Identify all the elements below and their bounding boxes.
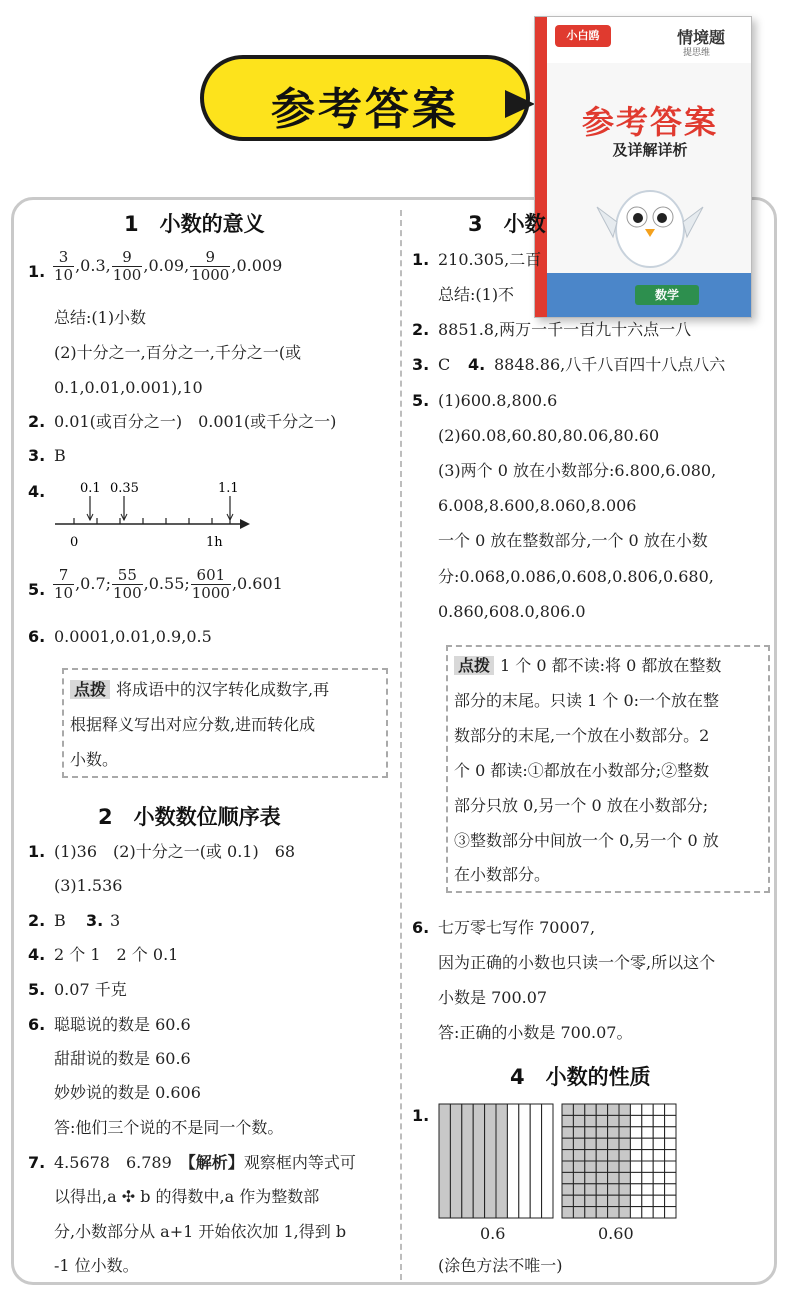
tenths-column bbox=[439, 1104, 450, 1218]
hundredths-cell bbox=[596, 1150, 607, 1161]
question-number: 1. bbox=[28, 842, 46, 861]
column-divider bbox=[400, 210, 402, 1280]
r-answer-3: C bbox=[438, 355, 451, 374]
hundredths-cell bbox=[608, 1195, 619, 1206]
tenths-column bbox=[496, 1104, 507, 1218]
hundredths-cell bbox=[665, 1172, 676, 1183]
hundredths-cell bbox=[630, 1195, 641, 1206]
hundredths-cell bbox=[562, 1172, 573, 1183]
book-series: 情境题 bbox=[677, 28, 726, 47]
hundredths-grid bbox=[561, 1103, 677, 1219]
r-answer-6: 七万零七写作 70007, bbox=[438, 918, 596, 937]
tip-line: 点拨 将成语中的汉字转化成数字,再 bbox=[70, 680, 329, 700]
tip-line: 点拨 1 个 0 都不读:将 0 都放在整数 bbox=[454, 656, 721, 676]
tenths-column bbox=[542, 1104, 553, 1218]
hundredths-cell bbox=[596, 1184, 607, 1195]
tenths-column bbox=[473, 1104, 484, 1218]
book-logo: 小白鸥 bbox=[555, 25, 611, 47]
book-cover-image bbox=[534, 16, 752, 318]
fraction: $\frac{601}{1000}$ bbox=[191, 566, 230, 602]
grid-label-tenths: 0.6 bbox=[480, 1224, 506, 1243]
label-0-35: 0.35 bbox=[110, 481, 139, 496]
hundredths-cell bbox=[573, 1115, 584, 1126]
answer-5-fractions: $\frac{7}{10}$ ,0.7; $\frac{55}{100}$ ,0.55; $\frac{601}{1000}$ ,0.601 bbox=[54, 566, 283, 602]
hundredths-cell bbox=[665, 1138, 676, 1149]
title-banner bbox=[200, 55, 530, 141]
s2-answer-3: 3 bbox=[110, 911, 121, 930]
hundredths-cell bbox=[653, 1115, 664, 1126]
hundredths-cell bbox=[619, 1195, 630, 1206]
hundredths-cell bbox=[573, 1207, 584, 1218]
question-number: 2. bbox=[28, 911, 46, 930]
hundredths-cell bbox=[585, 1115, 596, 1126]
tenths-column bbox=[519, 1104, 530, 1218]
label-1-1: 1.1 bbox=[218, 481, 239, 496]
s2-answer-7-cont: 以得出,a ✣ b 的得数中,a 作为整数部 bbox=[54, 1187, 320, 1206]
hundredths-cell bbox=[642, 1104, 653, 1115]
hundredths-cell bbox=[608, 1172, 619, 1183]
summary-line: 0.1,0.01,0.001),10 bbox=[54, 378, 203, 397]
hundredths-cell bbox=[573, 1195, 584, 1206]
tenths-column bbox=[450, 1104, 461, 1218]
hundredths-cell bbox=[596, 1127, 607, 1138]
s2-answer-6-cont: 甜甜说的数是 60.6 bbox=[54, 1049, 191, 1068]
hundredths-cell bbox=[562, 1104, 573, 1115]
tenths-column bbox=[462, 1104, 473, 1218]
question-number: 5. bbox=[28, 980, 46, 999]
fraction: $\frac{55}{100}$ bbox=[113, 566, 142, 602]
hundredths-cell bbox=[585, 1172, 596, 1183]
hundredths-cell bbox=[630, 1184, 641, 1195]
hundredths-cell bbox=[630, 1138, 641, 1149]
tip-line: 根据释义写出对应分数,进而转化成 bbox=[70, 715, 316, 734]
fraction: $\frac{3}{10}$ bbox=[54, 248, 74, 284]
tip-line: 小数。 bbox=[70, 750, 119, 769]
hundredths-cell bbox=[653, 1138, 664, 1149]
banner-tail bbox=[505, 90, 535, 118]
hundredths-cell bbox=[585, 1184, 596, 1195]
hundredths-cell bbox=[573, 1161, 584, 1172]
hundredths-cell bbox=[596, 1195, 607, 1206]
summary-line: 总结:(1)小数 bbox=[54, 308, 147, 327]
tip-line: 在小数部分。 bbox=[454, 865, 551, 884]
hundredths-cell bbox=[619, 1161, 630, 1172]
r-answer-5-cont: 6.008,8.600,8.060,8.006 bbox=[438, 496, 637, 515]
s2-answer-5: 0.07 千克 bbox=[54, 980, 127, 999]
tenths-column bbox=[485, 1104, 496, 1218]
hundredths-cell bbox=[585, 1195, 596, 1206]
hundredths-cell bbox=[653, 1150, 664, 1161]
hundredths-cell bbox=[665, 1207, 676, 1218]
hundredths-cell bbox=[585, 1127, 596, 1138]
r-answer-5-cont: (3)两个 0 放在小数部分:6.800,6.080, bbox=[438, 461, 717, 480]
r-answer-1: 210.305,二百 bbox=[438, 250, 542, 269]
hundredths-cell bbox=[653, 1184, 664, 1195]
question-number: 3. bbox=[28, 446, 46, 465]
question-number: 1. bbox=[28, 262, 46, 281]
hundredths-cell bbox=[630, 1172, 641, 1183]
hundredths-cell bbox=[585, 1207, 596, 1218]
tip-label: 点拨 bbox=[454, 656, 494, 675]
r-answer-5-cont: 0.860,608.0,806.0 bbox=[438, 602, 586, 621]
hundredths-cell bbox=[642, 1138, 653, 1149]
question-number: 3. bbox=[412, 355, 430, 374]
hundredths-cell bbox=[630, 1161, 641, 1172]
hundredths-cell bbox=[630, 1104, 641, 1115]
grid-note: (涂色方法不唯一) bbox=[438, 1256, 563, 1275]
fraction: $\frac{7}{10}$ bbox=[54, 566, 74, 602]
fraction: $\frac{9}{1000}$ bbox=[191, 248, 230, 284]
hundredths-cell bbox=[573, 1127, 584, 1138]
tenths-column bbox=[507, 1104, 518, 1218]
hundredths-cell bbox=[642, 1161, 653, 1172]
s2-answer-2: B bbox=[54, 911, 66, 930]
hundredths-cell bbox=[562, 1195, 573, 1206]
label-0-1: 0.1 bbox=[80, 481, 101, 496]
hundredths-cell bbox=[665, 1161, 676, 1172]
question-number: 1. bbox=[412, 250, 430, 269]
hundredths-cell bbox=[562, 1161, 573, 1172]
hundredths-cell bbox=[585, 1138, 596, 1149]
hundredths-cell bbox=[619, 1104, 630, 1115]
r-answer-5-cont: (2)60.08,60.80,80.06,80.60 bbox=[438, 426, 660, 445]
r-answer-2: 8851.8,两万一千一百九十六点一八 bbox=[438, 320, 692, 339]
question-number: 4. bbox=[28, 945, 46, 964]
hundredths-cell bbox=[573, 1184, 584, 1195]
hundredths-cell bbox=[665, 1184, 676, 1195]
question-number: 2. bbox=[28, 412, 46, 431]
hundredths-cell bbox=[630, 1207, 641, 1218]
hundredths-cell bbox=[653, 1161, 664, 1172]
hundredths-cell bbox=[642, 1127, 653, 1138]
hundredths-cell bbox=[619, 1184, 630, 1195]
s2-answer-1-cont: (3)1.536 bbox=[54, 876, 123, 895]
hundredths-cell bbox=[608, 1150, 619, 1161]
book-subtitle: 及详解详析 bbox=[612, 141, 688, 159]
hundredths-cell bbox=[562, 1138, 573, 1149]
tip-line: 个 0 都读:①都放在小数部分;②整数 bbox=[454, 761, 710, 780]
s2-answer-4: 2 个 1 2 个 0.1 bbox=[54, 945, 179, 964]
summary-line: (2)十分之一,百分之一,千分之一(或 bbox=[54, 343, 302, 362]
section-1-title: 1 小数的意义 bbox=[124, 212, 265, 236]
section-2-title: 2 小数数位顺序表 bbox=[98, 805, 281, 829]
hundredths-cell bbox=[653, 1195, 664, 1206]
hundredths-cell bbox=[573, 1138, 584, 1149]
hundredths-cell bbox=[665, 1150, 676, 1161]
question-number: 6. bbox=[412, 918, 430, 937]
fraction: $\frac{9}{100}$ bbox=[112, 248, 142, 284]
hundredths-cell bbox=[665, 1115, 676, 1126]
label-0: 0 bbox=[70, 535, 79, 550]
hundredths-cell bbox=[619, 1138, 630, 1149]
r-answer-5: (1)600.8,800.6 bbox=[438, 391, 558, 410]
hundredths-cell bbox=[608, 1104, 619, 1115]
s2-answer-7-cont: -1 位小数。 bbox=[54, 1256, 139, 1275]
hundredths-cell bbox=[653, 1172, 664, 1183]
hundredths-cell bbox=[585, 1161, 596, 1172]
r-answer-6-cont: 小数是 700.07 bbox=[438, 988, 548, 1007]
hundredths-cell bbox=[642, 1115, 653, 1126]
answer-2: 0.01(或百分之一) 0.001(或千分之一) bbox=[54, 412, 337, 431]
hundredths-cell bbox=[573, 1172, 584, 1183]
tip-line: 部分只放 0,另一个 0 放在小数部分; bbox=[454, 796, 709, 815]
hundredths-cell bbox=[653, 1127, 664, 1138]
hundredths-cell bbox=[619, 1150, 630, 1161]
s2-answer-1: (1)36 (2)十分之一(或 0.1) 68 bbox=[54, 842, 296, 861]
banner-title: 参考答案 bbox=[271, 84, 459, 135]
hundredths-cell bbox=[596, 1115, 607, 1126]
section-4-title: 4 小数的性质 bbox=[510, 1065, 651, 1089]
r-answer-4: 8848.86,八千八百四十八点八六 bbox=[494, 355, 726, 374]
hundredths-cell bbox=[642, 1172, 653, 1183]
hundredths-cell bbox=[562, 1184, 573, 1195]
s2-answer-6-cont: 答:他们三个说的不是同一个数。 bbox=[54, 1118, 284, 1137]
question-number: 6. bbox=[28, 1015, 46, 1034]
r-answer-5-cont: 分:0.068,0.086,0.608,0.806,0.680, bbox=[438, 567, 714, 586]
s2-answer-6-cont: 妙妙说的数是 0.606 bbox=[54, 1083, 201, 1102]
hundredths-cell bbox=[585, 1150, 596, 1161]
hundredths-cell bbox=[562, 1127, 573, 1138]
hundredths-cell bbox=[608, 1127, 619, 1138]
tip-label: 点拨 bbox=[70, 680, 110, 699]
question-number: 1. bbox=[412, 1106, 430, 1125]
hundredths-cell bbox=[665, 1104, 676, 1115]
r-answer-5-cont: 一个 0 放在整数部分,一个 0 放在小数 bbox=[438, 531, 708, 550]
number-line-ticks bbox=[74, 518, 230, 524]
question-number: 2. bbox=[412, 320, 430, 339]
hundredths-cell bbox=[608, 1138, 619, 1149]
r-answer-6-cont: 答:正确的小数是 700.07。 bbox=[438, 1023, 633, 1042]
question-number: 5. bbox=[28, 580, 46, 599]
hundredths-cell bbox=[596, 1207, 607, 1218]
book-series-sub: 提思维 bbox=[683, 48, 711, 58]
hundredths-cell bbox=[562, 1150, 573, 1161]
hundredths-cell bbox=[619, 1207, 630, 1218]
answer-6: 0.0001,0.01,0.9,0.5 bbox=[54, 627, 212, 646]
r-answer-6-cont: 因为正确的小数也只读一个零,所以这个 bbox=[438, 953, 716, 972]
s2-answer-7-cont: 分,小数部分从 a+1 开始依次加 1,得到 b bbox=[54, 1222, 347, 1241]
question-number: 5. bbox=[412, 391, 430, 410]
tip-line: 数部分的末尾,一个放在小数部分。2 bbox=[454, 726, 710, 745]
hundredths-cell bbox=[573, 1150, 584, 1161]
hundredths-cell bbox=[608, 1115, 619, 1126]
grid-label-hundredths: 0.60 bbox=[598, 1224, 634, 1243]
hundredths-cell bbox=[562, 1207, 573, 1218]
question-number: 6. bbox=[28, 627, 46, 646]
hundredths-cell bbox=[596, 1104, 607, 1115]
section-3-title: 3 小数 bbox=[468, 212, 546, 236]
tip-line: 部分的末尾。只读 1 个 0:一个放在整 bbox=[454, 691, 720, 710]
tenths-grid bbox=[438, 1103, 554, 1219]
hundredths-cell bbox=[665, 1127, 676, 1138]
hundredths-cell bbox=[573, 1104, 584, 1115]
hundredths-cell bbox=[619, 1115, 630, 1126]
tip-line: ③整数部分中间放一个 0,另一个 0 放 bbox=[454, 831, 719, 850]
number-line-diagram bbox=[50, 476, 260, 556]
number-line-arrow bbox=[240, 519, 250, 529]
owl-mascot-icon bbox=[595, 167, 705, 277]
r-answer-1-cont: 总结:(1)不 bbox=[438, 285, 515, 304]
hundredths-cell bbox=[608, 1161, 619, 1172]
hundredths-cell bbox=[596, 1172, 607, 1183]
book-spine bbox=[535, 17, 547, 317]
answer-1-fractions: $\frac{3}{10}$ ,0.3, $\frac{9}{100}$ ,0.09, $\frac{9}{1000}$ ,0.009 bbox=[54, 248, 283, 284]
book-title: 参考答案 bbox=[581, 103, 718, 141]
hundredths-cell bbox=[608, 1207, 619, 1218]
hundredths-cell bbox=[642, 1195, 653, 1206]
hundredths-cell bbox=[630, 1115, 641, 1126]
question-number: 3. bbox=[86, 911, 104, 930]
hundredths-cell bbox=[596, 1161, 607, 1172]
s2-answer-7: 4.5678 6.789 【解析】观察框内等式可 bbox=[54, 1153, 356, 1172]
hundredths-cell bbox=[596, 1138, 607, 1149]
question-number: 4. bbox=[468, 355, 486, 374]
hundredths-cell bbox=[630, 1127, 641, 1138]
question-number: 7. bbox=[28, 1153, 46, 1172]
hundredths-cell bbox=[619, 1127, 630, 1138]
hundredths-cell bbox=[585, 1104, 596, 1115]
question-number: 4. bbox=[28, 482, 46, 501]
hundredths-cell bbox=[653, 1104, 664, 1115]
tenths-column bbox=[530, 1104, 541, 1218]
hundredths-cell bbox=[642, 1184, 653, 1195]
hundredths-cell bbox=[619, 1172, 630, 1183]
hundredths-cell bbox=[608, 1184, 619, 1195]
label-1h: 1h bbox=[206, 535, 223, 550]
hundredths-cell bbox=[642, 1150, 653, 1161]
hundredths-cell bbox=[665, 1195, 676, 1206]
hundredths-cell bbox=[562, 1115, 573, 1126]
book-subject: 数学 bbox=[635, 285, 699, 305]
answer-3: B bbox=[54, 446, 66, 465]
hundredths-cell bbox=[653, 1207, 664, 1218]
hundredths-cell bbox=[630, 1150, 641, 1161]
hundredths-cell bbox=[642, 1207, 653, 1218]
s2-answer-6: 聪聪说的数是 60.6 bbox=[54, 1015, 191, 1034]
